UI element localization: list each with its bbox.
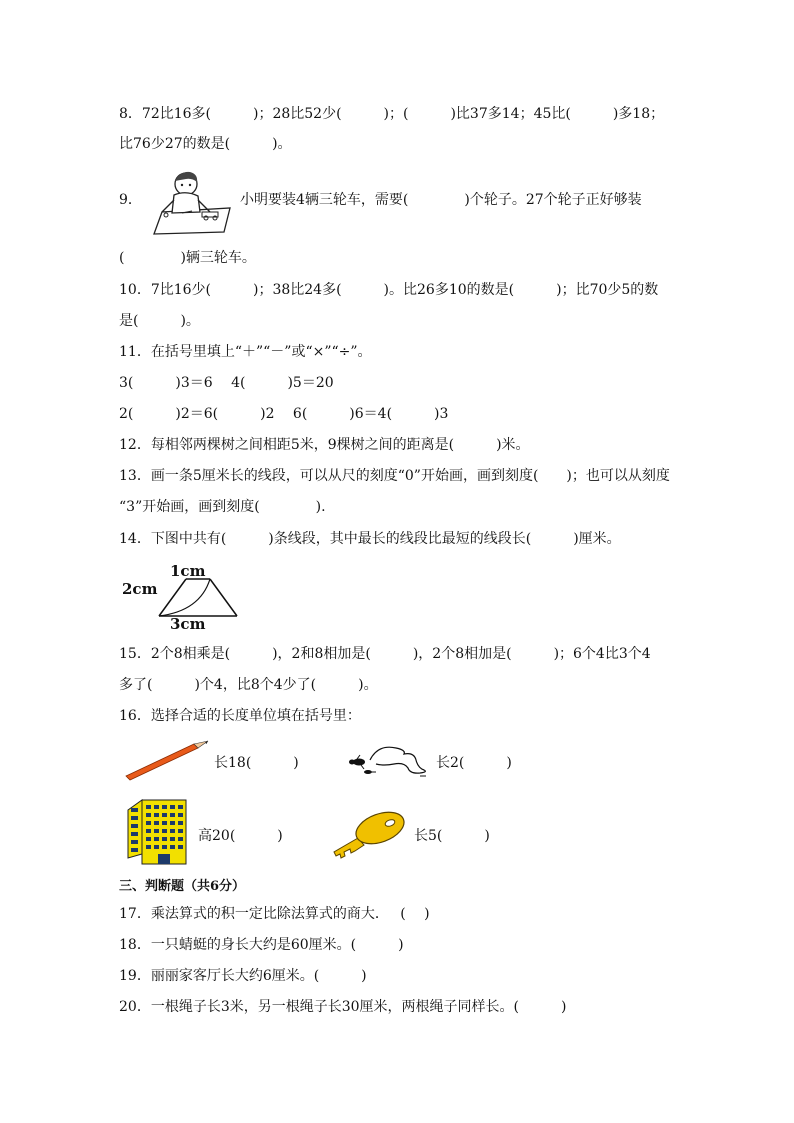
q9-line1: 小明要装4辆三轮车，需要( )个轮子。27个轮子正好够装 — [240, 192, 642, 208]
pencil-length-text: 长18( ) — [214, 755, 299, 771]
q16-title: 16．选择合适的长度单位填在括号里： — [119, 708, 361, 724]
q10-line1: 10．7比16少( )；38比24多( )。比26多10的数是( )；比70少5的数 — [119, 282, 659, 298]
q14-text: 14．下图中共有( )条线段，其中最长的线段比最短的线段长( )厘米。 — [119, 531, 621, 547]
building-icon — [126, 796, 190, 868]
boy-at-desk-illustration — [140, 168, 232, 238]
q11-line2: 2( )2＝6( )2 6( )6＝4( )3 — [119, 406, 449, 422]
ant-length-text: 长2( ) — [436, 755, 512, 771]
building-height-text: 高20( ) — [198, 828, 283, 844]
q19-text: 19．丽丽家客厅长大约6厘米。( ) — [119, 968, 367, 984]
q13-line2: “3”开始画，画到刻度( ). — [119, 499, 326, 515]
q11-line1: 3( )3＝6 4( )5＝20 — [119, 375, 334, 391]
q12-text: 12．每相邻两棵树之间相距5米，9棵树之间的距离是( )米。 — [119, 437, 530, 453]
ant-icon — [348, 742, 432, 780]
key-icon — [328, 808, 408, 864]
q11-title: 11．在括号里填上“＋”“－”或“×”“÷”。 — [119, 344, 372, 360]
q20-text: 20．一根绳子长3米，另一根绳子长30厘米，两根绳子同样长。( ) — [119, 999, 567, 1015]
q10-line2: 是( )。 — [119, 313, 200, 329]
q9-line2: ( )辆三轮车。 — [119, 250, 256, 266]
q17-text: 17．乘法算式的积一定比除法算式的商大． ( ) — [119, 906, 430, 922]
q15-line1: 15．2个8相乘是( )，2和8相加是( )，2个8相加是( )；6个4比3个4 — [119, 646, 651, 662]
q15-line2: 多了( )个4，比8个4少了( )。 — [119, 677, 378, 693]
q8-line2: 比76少27的数是( )。 — [119, 136, 292, 152]
q13-line1: 13．画一条5厘米长的线段，可以从尺的刻度“0”开始画，画到刻度( )；也可以从刻度 — [119, 468, 670, 484]
trapezoid-figure — [156, 575, 240, 619]
q9-number: 9． — [119, 192, 142, 208]
q18-text: 18．一只蜻蜓的身长大约是60厘米。( ) — [119, 937, 404, 953]
label-2cm: 2cm — [122, 580, 158, 598]
section3-heading: 三、判断题（共6分） — [119, 879, 246, 894]
pencil-icon — [124, 740, 210, 782]
label-1cm: 1cm — [170, 562, 206, 580]
q8-line1: 8．72比16多( )；28比52少( )；( )比37多14；45比( )多18； — [119, 106, 665, 122]
label-3cm: 3cm — [170, 615, 206, 633]
key-length-text: 长5( ) — [414, 828, 490, 844]
